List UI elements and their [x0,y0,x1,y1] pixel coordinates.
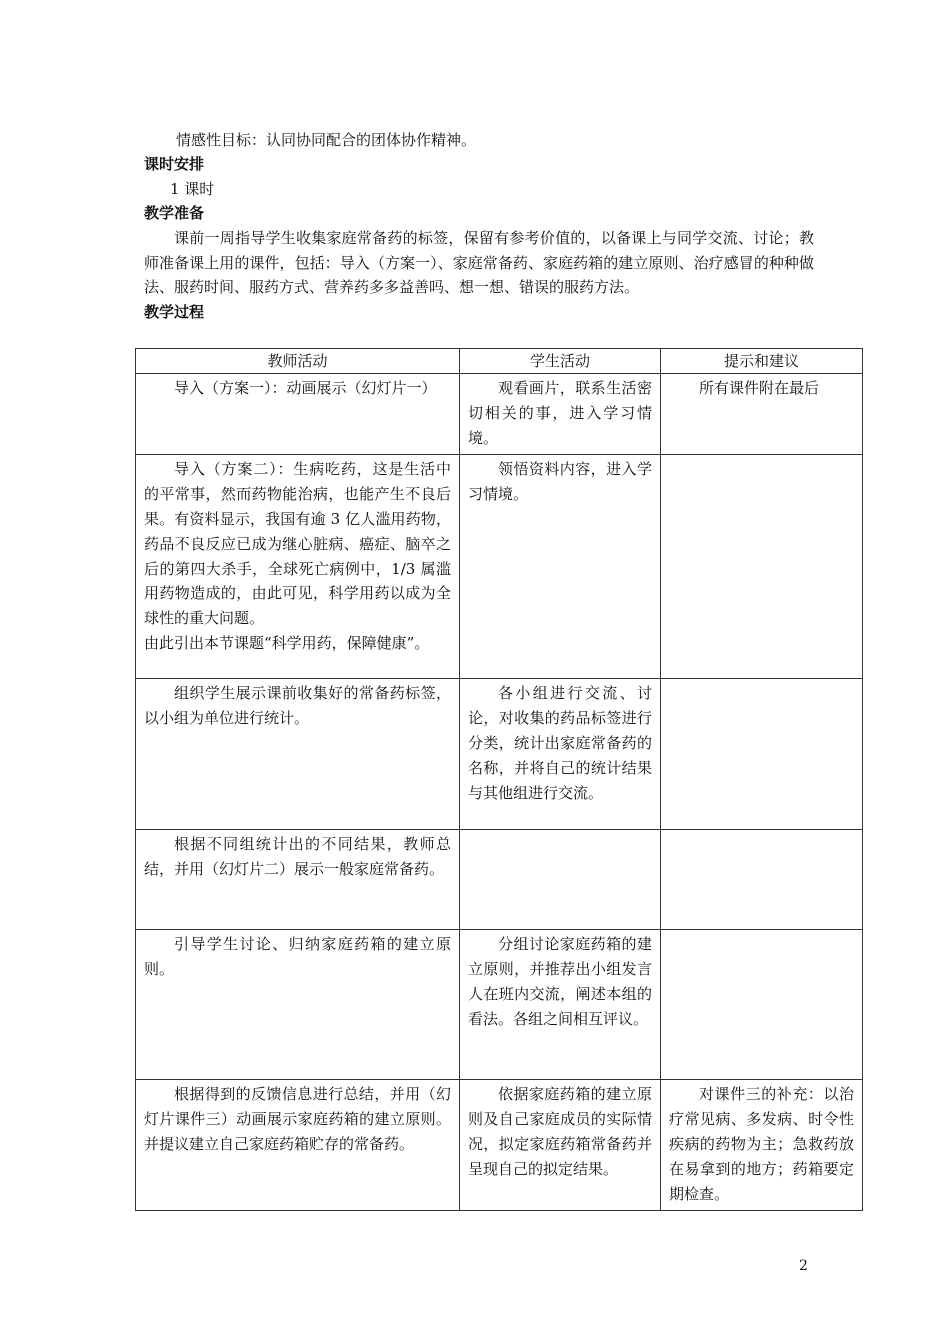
tips-text: 所有课件附在最后 [699,379,820,397]
tips-cell [661,830,863,930]
teacher-activity-cell [136,830,460,930]
lesson-process-table [135,348,863,1211]
student-activity-text: 分组讨论家庭药箱的建立原则，并推荐出小组发言人在班内交流，阐述本组的看法。各组之间相互评议。 [468,935,652,1028]
teacher-activity-cell [136,374,460,455]
prep-paragraph: 课前一周指导学生收集家庭常备药的标签，保留有参考价值的，以备课上与同学交流、讨论；教师准备课上用的课件，包括：导入（方案一）、家庭常备药、家庭药箱的建立原则、治疗感冒的种种做法、服药时间、服药方式、营养药多多益善吗、想一想、错误的服药方法。 [144,229,814,296]
tips-cell [661,1080,863,1211]
table-row [136,1080,863,1211]
tips-text: 对课件三的补充：以治疗常见病、多发病、时令性疾病的药物为主；急救药放在易拿到的地方；药箱要定期检查。 [669,1085,854,1203]
tips-cell [661,679,863,830]
tips-cell [661,930,863,1080]
teacher-activity-text: 根据不同组统计出的不同结果，教师总结，并用（幻灯片二）展示一般家庭常备药。 [144,835,451,879]
teacher-activity-text: 导入（方案一）：动画展示（幻灯片一） [174,379,437,397]
student-activity-text: 观看画片，联系生活密切相关的事，进入学习情境。 [468,379,652,447]
table-row [136,930,863,1080]
process-heading: 教学过程 [144,303,205,321]
tips-cell [661,455,863,679]
emotion-goal-line: 情感性目标：认同协同配合的团体协作精神。 [176,131,477,149]
teacher-activity-text: 根据得到的反馈信息进行总结，并用（幻灯片课件三）动画展示家庭药箱的建立原则。并提议建立自己家庭药箱贮存的常备药。 [144,1085,451,1153]
header-teacher-activity: 教师活动 [136,349,460,374]
table-row [136,455,863,679]
header-student-activity: 学生活动 [460,349,661,374]
teacher-activity-text: 导入（方案二）：生病吃药，这是生活中的平常事，然而药物能治病，也能产生不良后果。有资料显示，我国有逾 3 亿人滥用药物，药品不良反应已成为继心脏病、癌症、脑卒之后的第四大杀手，全球死亡病例中，1/3 属滥用药物造成的，由此可见，科学用药以成为全球性的重大问题。 [144,460,451,628]
student-activity-cell [460,830,661,930]
teacher-activity-text: 引导学生讨论、归纳家庭药箱的建立原则。 [144,935,451,979]
prep-heading: 教学准备 [144,204,205,222]
teacher-activity-extra: 由此引出本节课题“科学用药，保障健康”。 [144,633,430,652]
student-activity-cell [460,679,661,830]
teacher-activity-cell [136,930,460,1080]
table-header-row [136,349,863,374]
tips-cell [661,374,863,455]
table-row [136,374,863,455]
table-row [136,830,863,930]
teacher-activity-cell [136,455,460,679]
teacher-activity-cell [136,679,460,830]
page-number: 2 [799,1258,808,1274]
teacher-activity-text: 组织学生展示课前收集好的常备药标签，以小组为单位进行统计。 [144,684,451,728]
student-activity-cell [460,930,661,1080]
header-tips: 提示和建议 [661,349,863,374]
student-activity-text: 依据家庭药箱的建立原则及自己家庭成员的实际情况，拟定家庭药箱常备药并呈现自己的拟定结果。 [468,1085,652,1178]
student-activity-text: 各小组进行交流、讨论，对收集的药品标签进行分类，统计出家庭常备药的名称，并将自己的统计结果与其他组进行交流。 [468,684,652,802]
student-activity-cell [460,455,661,679]
student-activity-text: 领悟资料内容，进入学习情境。 [468,460,652,504]
teacher-activity-cell [136,1080,460,1211]
schedule-value: 1 课时 [170,180,215,198]
schedule-heading: 课时安排 [144,155,205,173]
table-row [136,679,863,830]
student-activity-cell [460,374,661,455]
student-activity-cell [460,1080,661,1211]
